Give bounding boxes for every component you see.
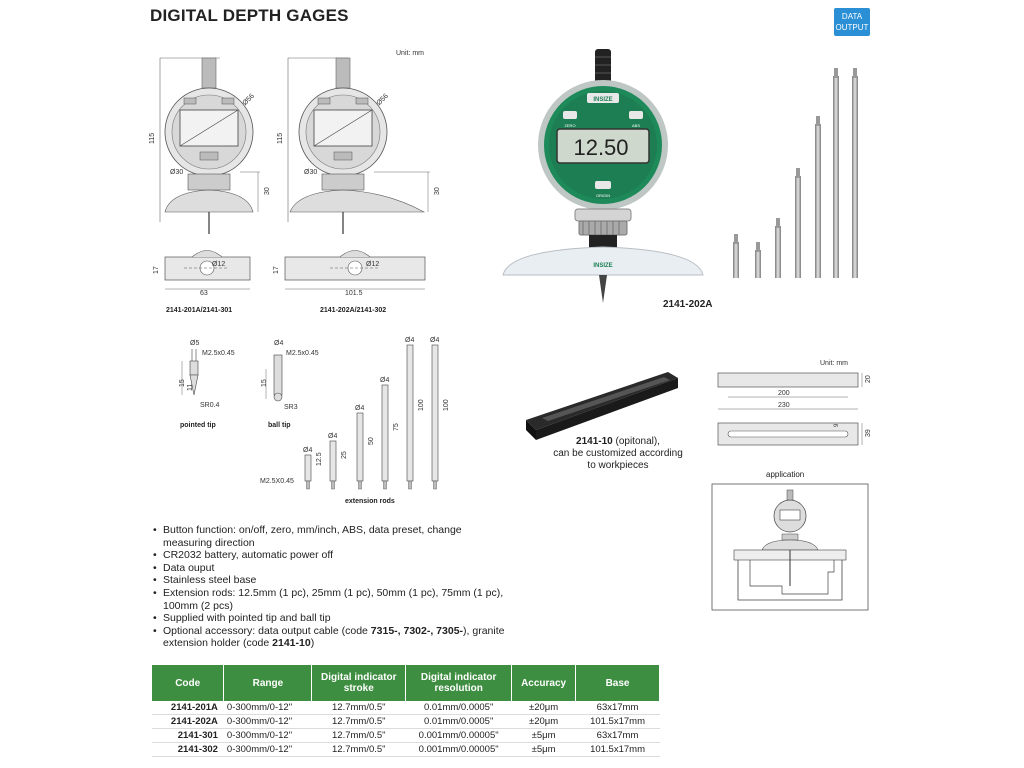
btn-abs-label: ABS <box>631 123 641 128</box>
ball-d: Ø4 <box>274 340 284 347</box>
optional-code2: 2141-10 <box>272 637 311 650</box>
table-cell: 2141-201A <box>152 701 224 715</box>
table-cell: 63x17mm <box>576 701 660 715</box>
pointed-d: Ø5 <box>190 340 200 347</box>
rod-diameter: Ø4 <box>328 433 338 440</box>
page-title: DIGITAL DEPTH GAGES <box>150 6 349 25</box>
table-cell: 2141-302 <box>152 743 224 757</box>
ball-thread: M2.5x0.45 <box>286 350 319 357</box>
table-cell: 0.001mm/0.00005" <box>406 729 512 743</box>
mid-height-dim: 115 <box>277 132 284 144</box>
table-cell: 0-300mm/0-12" <box>224 715 312 729</box>
rod-diameter: Ø4 <box>303 447 313 454</box>
left-height-dim: 115 <box>149 132 156 144</box>
accessory-caption <box>548 436 688 472</box>
application-drawing <box>710 482 870 612</box>
accessory-line-2: can be customized according <box>553 448 683 459</box>
table-row <box>152 743 660 757</box>
table-cell: 12.7mm/0.5" <box>312 715 406 729</box>
table-row <box>152 729 660 743</box>
table-cell: 2141-202A <box>152 715 224 729</box>
rod-length: 50 <box>368 437 375 445</box>
optional-pre: Optional accessory: data output cable (code <box>163 624 371 637</box>
left-width-dim: 63 <box>200 290 208 297</box>
unit-label-top: Unit: mm <box>396 50 424 57</box>
col-header: Base <box>576 665 660 701</box>
table-cell: 0-300mm/0-12" <box>224 701 312 715</box>
rod-thread <box>359 481 362 489</box>
brand-logo: INSIZE <box>593 97 613 103</box>
left-dia-dim: Ø56 <box>241 92 256 108</box>
holder-height: 20 <box>865 375 872 383</box>
pointed-tip-drawing <box>179 340 235 429</box>
spec-table <box>152 665 660 757</box>
accessory-line-3: to workpieces <box>587 460 649 471</box>
table-row <box>152 701 660 715</box>
pointed-sr: SR0.4 <box>200 402 220 409</box>
feature-item-optional <box>153 625 513 650</box>
table-cell: 0-300mm/0-12" <box>224 743 312 757</box>
col-header: Code <box>152 665 224 701</box>
feature-item: • Extension rods: 12.5mm (1 pc), 25mm (1 pc), 50mm (1 pc), 75mm (1 pc), 100mm (2 pcs) <box>153 587 513 612</box>
drawing-mid <box>273 58 441 314</box>
mid-dia-dim: Ø56 <box>375 92 390 108</box>
ball-tip-label: ball tip <box>268 422 291 429</box>
col-header: Digital indicator stroke <box>312 665 406 701</box>
ball-tip-drawing <box>261 340 319 429</box>
table-cell: ±20μm <box>512 715 576 729</box>
table-cell: 0.001mm/0.00005" <box>406 743 512 757</box>
rod-thread-label: M2.5X0.45 <box>260 478 294 485</box>
mid-base-dim: 30 <box>434 187 441 195</box>
table-cell: 101.5x17mm <box>576 743 660 757</box>
pointed-len2: 11 <box>187 383 194 391</box>
table-cell: 0.01mm/0.0005" <box>406 701 512 715</box>
left-hole-dim: Ø12 <box>212 261 226 268</box>
rod-shape <box>407 345 413 481</box>
col-header: Range <box>224 665 312 701</box>
holder-drawing <box>710 355 875 455</box>
table-cell: 12.7mm/0.5" <box>312 729 406 743</box>
table-cell: 101.5x17mm <box>576 715 660 729</box>
accessory-line-1 <box>548 436 688 448</box>
accessory-code: 2141-10 <box>576 436 613 447</box>
holder-slot: 9 <box>834 423 840 427</box>
btn-origin-label: ORIGIN <box>595 193 611 198</box>
rod-thread <box>307 481 310 489</box>
product-code-label: 2141-202A <box>663 299 713 310</box>
left-drawing-label: 2141-201A/2141-301 <box>166 307 233 314</box>
table-cell: ±5μm <box>512 743 576 757</box>
extension-rods-photo <box>725 62 865 284</box>
application-label: application <box>766 470 805 479</box>
feature-item: • Stainless steel base <box>153 574 513 587</box>
table-cell: 0-300mm/0-12" <box>224 729 312 743</box>
optional-mid: ), granite extension holder (code <box>163 624 505 650</box>
rod-thread <box>409 481 412 489</box>
rod-length: 25 <box>341 451 348 459</box>
rod-thread <box>434 481 437 489</box>
badge-line-1: DATA <box>841 12 863 21</box>
display-reading: 12.50 <box>573 135 629 160</box>
feature-item: • CR2032 battery, automatic power off <box>153 549 513 562</box>
svg-text:INSIZE: INSIZE <box>593 263 613 269</box>
spec-table-header <box>152 665 660 701</box>
accessory-suffix: (opitonal), <box>612 436 660 447</box>
btn-zero-label: ZERO <box>564 123 576 128</box>
table-cell: ±5μm <box>512 729 576 743</box>
ball-sr: SR3 <box>284 404 298 411</box>
mid-width-dim: 101.5 <box>345 290 363 297</box>
feature-item: • Supplied with pointed tip and ball tip <box>153 612 513 625</box>
table-cell: ±20μm <box>512 701 576 715</box>
holder-width: 39 <box>865 429 872 437</box>
optional-codes: 7315-, 7302-, 7305- <box>370 624 464 637</box>
data-output-badge <box>834 8 870 36</box>
table-row <box>152 715 660 729</box>
rod-shape <box>305 455 311 481</box>
mid-drawing-label: 2141-202A/2141-302 <box>320 307 387 314</box>
mid-hole-dim: Ø12 <box>366 261 380 268</box>
table-cell: 12.7mm/0.5" <box>312 701 406 715</box>
extension-rods-label: extension rods <box>345 498 395 505</box>
left-base-dim: 30 <box>264 187 271 195</box>
rod-length: 100 <box>418 399 425 411</box>
rod-shape <box>357 413 363 481</box>
left-thick-dim: 17 <box>153 266 160 274</box>
feature-list <box>153 524 513 650</box>
feature-item: • Data ouput <box>153 562 513 575</box>
rod-length: 75 <box>393 423 400 431</box>
mid-thick-dim: 17 <box>273 266 280 274</box>
table-cell: 12.7mm/0.5" <box>312 743 406 757</box>
holder-inner-len: 200 <box>778 390 790 397</box>
rod-diameter: Ø4 <box>405 337 415 344</box>
left-shaft-dim: Ø30 <box>170 169 184 176</box>
col-header: Accuracy <box>512 665 576 701</box>
granite-holder-photo <box>520 360 685 442</box>
table-cell: 0.01mm/0.0005" <box>406 715 512 729</box>
optional-post: ) <box>310 637 315 650</box>
product-image <box>495 45 725 315</box>
rod-length: 12.5 <box>316 452 323 466</box>
pointed-len1: 15 <box>179 379 186 387</box>
pointed-tip-label: pointed tip <box>180 422 216 429</box>
table-cell: 63x17mm <box>576 729 660 743</box>
rod-shape <box>382 385 388 481</box>
rod-thread <box>332 481 335 489</box>
holder-outer-len: 230 <box>778 402 790 409</box>
rod-thread <box>384 481 387 489</box>
rod-length: 100 <box>443 399 450 411</box>
mid-shaft-dim: Ø30 <box>304 169 318 176</box>
rod-shape <box>330 441 336 481</box>
tips-and-rods-drawing <box>170 333 460 508</box>
ball-len: 15 <box>261 379 268 387</box>
rod-shape <box>432 345 438 481</box>
rod-diameter: Ø4 <box>430 337 440 344</box>
extension-rods-drawing <box>303 337 450 489</box>
rod-diameter: Ø4 <box>380 377 390 384</box>
table-cell: 2141-301 <box>152 729 224 743</box>
col-header: Digital indicator resolution <box>406 665 512 701</box>
badge-line-2: OUTPUT <box>835 23 869 32</box>
pointed-thread: M2.5x0.45 <box>202 350 235 357</box>
gauge-technical-drawings <box>140 40 470 320</box>
drawing-left <box>149 58 271 314</box>
feature-item: • Button function: on/off, zero, mm/inch, ABS, data preset, change measuring direction <box>153 524 513 549</box>
rod-diameter: Ø4 <box>355 405 365 412</box>
unit-label-right: Unit: mm <box>820 360 848 367</box>
